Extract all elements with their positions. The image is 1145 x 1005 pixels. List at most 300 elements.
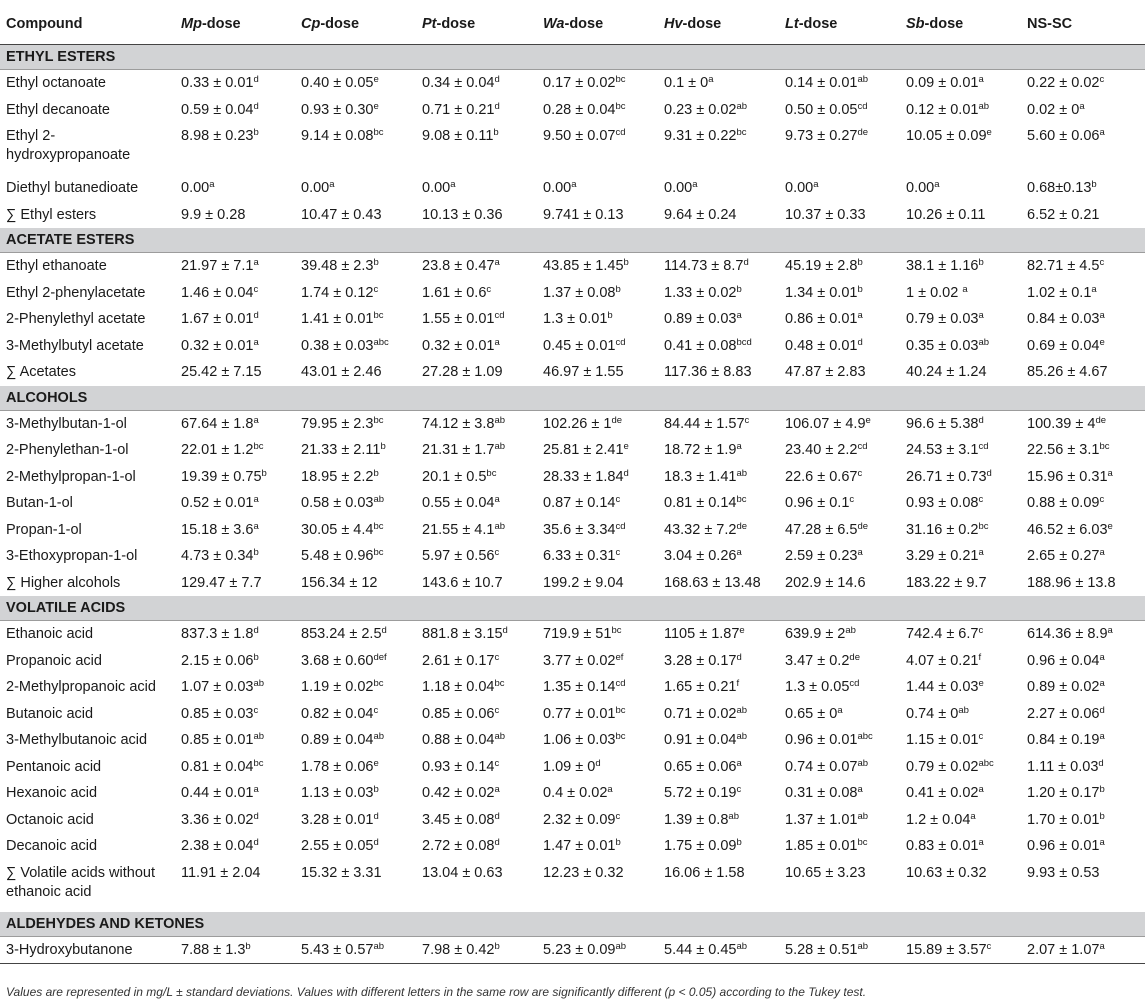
value-text: 43.85 ± 1.45 [543, 258, 624, 274]
compound-name: 3-Ethoxypropan-1-ol [6, 548, 138, 564]
significance-letter: d [986, 467, 992, 479]
table-row [0, 253, 1145, 280]
value-cell [658, 333, 779, 360]
significance-letter: d [595, 757, 601, 769]
table-row [0, 410, 1145, 437]
value-cell [900, 570, 1021, 597]
value-text: 23.40 ± 2.2 [785, 442, 858, 458]
significance-letter: ab [736, 940, 748, 952]
value-cell [537, 936, 658, 964]
value-cell [175, 359, 295, 386]
compound-name: Ethyl decanoate [6, 101, 110, 118]
value-text: 23.8 ± 0.47 [422, 258, 495, 274]
significance-letter: a [978, 784, 984, 795]
value-text: 15.32 ± 3.31 [301, 864, 382, 881]
column-header-ns-sc [1021, 4, 1145, 45]
significance-letter: bc [1099, 441, 1110, 452]
value-text: 0.40 ± 0.05 [301, 75, 374, 91]
value-cell [900, 833, 1021, 860]
table-row [0, 621, 1145, 648]
value-text: 7.88 ± 1.3 [181, 941, 246, 958]
value-text: 0.74 ± 0 [906, 705, 959, 722]
value-text: 0.81 ± 0.04 [181, 758, 254, 775]
value-text: 0.89 ± 0.03 [664, 311, 737, 327]
value-cell [658, 621, 779, 648]
significance-letter: b [623, 257, 629, 268]
value-text: 18.72 ± 1.9 [664, 442, 737, 458]
value-text: 1.06 ± 0.03 [543, 732, 616, 748]
significance-letter: c [1099, 257, 1105, 268]
value-text: 0.79 ± 0.03 [906, 311, 979, 327]
value-cell [416, 621, 537, 648]
significance-letter: d [494, 810, 500, 822]
significance-letter: c [736, 784, 742, 795]
value-cell [1021, 333, 1145, 360]
significance-letter: de [1095, 414, 1107, 426]
value-cell [658, 833, 779, 860]
significance-letter: cd [615, 336, 626, 348]
value-text: 15.18 ± 3.6 [181, 521, 254, 538]
table-row [0, 464, 1145, 491]
value-cell [900, 437, 1021, 464]
value-cell [537, 437, 658, 464]
value-cell [779, 517, 900, 544]
value-cell [416, 280, 537, 307]
value-cell [900, 517, 1021, 544]
column-header-text: NS-SC [1027, 16, 1073, 32]
value-cell [416, 648, 537, 675]
value-cell [416, 490, 537, 517]
significance-letter: a [253, 784, 259, 795]
value-text: 0.85 ± 0.06 [422, 705, 495, 722]
significance-letter: b [253, 127, 259, 138]
significance-letter: ab [845, 625, 856, 636]
value-text: 143.6 ± 10.7 [422, 574, 503, 591]
significance-letter: a [1099, 651, 1105, 663]
significance-letter: a [494, 257, 500, 268]
value-cell [295, 648, 416, 675]
value-text: 3.04 ± 0.26 [664, 548, 737, 564]
value-cell [175, 202, 295, 229]
value-text: 742.4 ± 6.7 [906, 626, 979, 642]
value-cell [537, 333, 658, 360]
value-text: 2.72 ± 0.08 [422, 838, 495, 854]
value-cell [779, 648, 900, 675]
significance-letter: b [1099, 784, 1105, 795]
significance-letter: c [615, 810, 621, 822]
value-text: 21.31 ± 1.7 [422, 442, 495, 458]
value-text: 0.84 ± 0.03 [1027, 311, 1100, 327]
value-cell [175, 306, 295, 333]
value-text: 12.23 ± 0.32 [543, 864, 624, 881]
column-header-sb-dose [900, 4, 1021, 45]
significance-letter: ab [736, 704, 748, 716]
section-title: ALCOHOLS [0, 386, 1145, 411]
value-text: 3.29 ± 0.21 [906, 548, 979, 564]
value-text: 0.71 ± 0.21 [422, 101, 495, 118]
value-text: 3.47 ± 0.2 [785, 652, 850, 669]
significance-letter: d [253, 837, 259, 848]
value-text: 881.8 ± 3.15 [422, 626, 503, 642]
value-text: 9.14 ± 0.08 [301, 128, 374, 144]
value-text: 837.3 ± 1.8 [181, 626, 254, 642]
value-text: 9.73 ± 0.27 [785, 128, 858, 144]
value-text: 9.50 ± 0.07 [543, 128, 616, 144]
significance-letter: e [373, 74, 379, 85]
value-text: 0.91 ± 0.04 [664, 732, 737, 748]
significance-letter: a [607, 784, 613, 795]
significance-letter: a [450, 179, 456, 190]
value-cell [900, 175, 1021, 202]
compound-name: Propanoic acid [6, 652, 102, 669]
value-cell [658, 123, 779, 175]
value-cell [416, 570, 537, 597]
value-cell [175, 674, 295, 701]
value-text: 25.81 ± 2.41 [543, 442, 624, 458]
significance-letter: b [493, 127, 499, 138]
compound-name: Ethyl 2-phenylacetate [6, 284, 146, 301]
value-text: 0.28 ± 0.04 [543, 101, 616, 118]
table-footnote: Values are represented in mg/L ± standard deviations. Values with different letters in the same row are significantly different (p < 0.05) according to the Tukey test. [6, 985, 867, 999]
column-header-lt-dose [779, 4, 900, 45]
value-text: 0.41 ± 0.02 [906, 785, 979, 801]
compound-name: 3-Methylbutanoic acid [6, 732, 148, 748]
significance-letter: bcd [736, 336, 752, 348]
value-cell [658, 860, 779, 912]
value-cell [1021, 97, 1145, 124]
table-row [0, 570, 1145, 597]
value-cell [416, 701, 537, 728]
significance-letter: b [494, 940, 500, 952]
value-text: 1.07 ± 0.03 [181, 679, 254, 695]
value-text: 26.71 ± 0.73 [906, 468, 987, 485]
value-text: 15.89 ± 3.57 [906, 941, 987, 958]
value-text: 0.96 ± 0.01 [785, 732, 858, 748]
significance-letter: bc [373, 520, 384, 532]
value-text: 28.33 ± 1.84 [543, 468, 624, 485]
significance-letter: b [245, 940, 251, 952]
value-cell [1021, 936, 1145, 964]
value-cell [900, 780, 1021, 807]
significance-letter: cd [849, 678, 860, 689]
value-text: 40.24 ± 1.24 [906, 364, 987, 380]
value-text: 0.38 ± 0.03 [301, 337, 374, 354]
significance-letter: a [1099, 731, 1105, 742]
value-text: 0.42 ± 0.02 [422, 785, 495, 801]
significance-letter: a [978, 310, 984, 321]
value-text: 85.26 ± 4.67 [1027, 364, 1108, 380]
significance-letter: e [1099, 336, 1105, 348]
value-cell [295, 621, 416, 648]
compound-name: ∑ Higher alcohols [6, 574, 121, 591]
compound-name: Decanoic acid [6, 838, 98, 854]
significance-letter: c [978, 731, 984, 742]
significance-letter: ef [615, 651, 624, 663]
value-cell [779, 123, 900, 175]
value-text: 67.64 ± 1.8 [181, 415, 254, 432]
value-cell [658, 936, 779, 964]
significance-letter: b [978, 257, 984, 268]
value-text: 10.37 ± 0.33 [785, 206, 866, 223]
value-cell [779, 70, 900, 97]
significance-letter: c [978, 625, 984, 636]
value-text: 5.23 ± 0.09 [543, 941, 616, 958]
significance-letter: c [744, 414, 750, 426]
significance-letter: abc [373, 336, 389, 348]
value-text: 9.9 ± 0.28 [181, 206, 246, 223]
value-cell [295, 780, 416, 807]
value-cell [779, 410, 900, 437]
value-text: 0.81 ± 0.14 [664, 495, 737, 511]
significance-letter: b [857, 257, 863, 268]
value-text: 6.52 ± 0.21 [1027, 206, 1100, 223]
value-text: 0.85 ± 0.01 [181, 732, 254, 748]
significance-letter: bc [857, 837, 868, 848]
value-text: 2.15 ± 0.06 [181, 652, 254, 669]
value-cell [416, 306, 537, 333]
value-text: 0.96 ± 0.1 [785, 495, 850, 511]
value-text: 0.1 ± 0 [664, 75, 709, 91]
significance-letter: d [623, 467, 629, 479]
significance-letter: ab [494, 414, 506, 426]
value-text: 79.95 ± 2.3 [301, 415, 374, 432]
table-row [0, 280, 1145, 307]
value-text: 5.97 ± 0.56 [422, 548, 495, 564]
value-cell [175, 437, 295, 464]
significance-letter: d [253, 74, 259, 85]
value-text: 43.01 ± 2.46 [301, 364, 382, 380]
compound-name: 3-Methylbutan-1-ol [6, 415, 127, 432]
value-text: 9.64 ± 0.24 [664, 206, 737, 223]
significance-letter: a [813, 179, 819, 190]
value-text: 0.96 ± 0.04 [1027, 652, 1100, 669]
significance-letter: b [253, 651, 259, 663]
significance-letter: b [253, 547, 259, 558]
value-text: 5.28 ± 0.51 [785, 941, 858, 958]
value-cell [658, 727, 779, 754]
significance-letter: a [209, 179, 215, 190]
value-text: 27.28 ± 1.09 [422, 364, 503, 380]
significance-letter: c [253, 704, 259, 716]
value-cell [779, 202, 900, 229]
table-row [0, 97, 1145, 124]
value-text: 0.4 ± 0.02 [543, 785, 608, 801]
value-cell [537, 807, 658, 834]
section-header-row [0, 596, 1145, 621]
value-text: 0.00 [301, 180, 330, 196]
value-text: 0.02 ± 0 [1027, 101, 1080, 118]
significance-letter: a [253, 257, 259, 268]
significance-letter: c [615, 494, 621, 505]
value-cell [175, 517, 295, 544]
value-cell [537, 517, 658, 544]
value-cell [779, 833, 900, 860]
value-cell [537, 701, 658, 728]
value-text: 183.22 ± 9.7 [906, 574, 987, 591]
value-cell [658, 70, 779, 97]
value-text: 1.70 ± 0.01 [1027, 811, 1100, 828]
significance-letter: d [253, 810, 259, 822]
value-text: 9.31 ± 0.22 [664, 128, 737, 144]
significance-letter: b [736, 283, 742, 295]
value-cell [295, 306, 416, 333]
value-cell [779, 437, 900, 464]
significance-letter: a [857, 547, 863, 558]
value-cell [658, 410, 779, 437]
value-text: 10.47 ± 0.43 [301, 206, 382, 223]
value-cell [779, 860, 900, 912]
significance-letter: e [623, 441, 629, 452]
significance-letter: ab [494, 731, 506, 742]
value-text: 0.00 [422, 180, 451, 196]
compound-name: Ethanoic acid [6, 626, 94, 642]
value-text: 0.00 [664, 180, 693, 196]
value-text: 22.6 ± 0.67 [785, 468, 858, 485]
value-text: 1.15 ± 0.01 [906, 732, 979, 748]
compound-name: Octanoic acid [6, 811, 94, 828]
value-cell [779, 621, 900, 648]
value-cell [416, 359, 537, 386]
value-text: 0.33 ± 0.01 [181, 75, 254, 91]
value-text: 20.1 ± 0.5 [422, 468, 487, 485]
value-cell [175, 727, 295, 754]
value-text: 0.69 ± 0.04 [1027, 337, 1100, 354]
significance-letter: a [1107, 467, 1113, 479]
table-body [0, 45, 1145, 964]
significance-letter: a [978, 837, 984, 848]
value-text: 1.2 ± 0.04 [906, 811, 971, 828]
significance-letter: a [494, 494, 500, 505]
value-text: 1.75 ± 0.09 [664, 838, 737, 854]
value-cell [295, 570, 416, 597]
table-row [0, 860, 1145, 912]
value-cell [175, 175, 295, 202]
value-text: 1.78 ± 0.06 [301, 758, 374, 775]
section-title: ACETATE ESTERS [0, 228, 1145, 253]
value-cell [1021, 175, 1145, 202]
value-text: 3.28 ± 0.01 [301, 811, 374, 828]
value-text: 0.32 ± 0.01 [422, 337, 495, 354]
compound-name: 3-Methylbutyl acetate [6, 337, 144, 354]
significance-letter: e [739, 625, 745, 636]
value-cell [1021, 543, 1145, 570]
value-cell [416, 674, 537, 701]
significance-letter: cd [978, 441, 989, 452]
significance-letter: c [1099, 74, 1105, 85]
value-cell [416, 727, 537, 754]
value-cell [295, 202, 416, 229]
table-row [0, 70, 1145, 97]
value-cell [295, 333, 416, 360]
value-cell [175, 780, 295, 807]
value-cell [658, 701, 779, 728]
value-cell [1021, 253, 1145, 280]
column-header-text: -dose [798, 16, 838, 32]
value-text: 1.41 ± 0.01 [301, 311, 374, 327]
value-cell [537, 97, 658, 124]
significance-letter: a [978, 74, 984, 85]
value-text: 1.37 ± 1.01 [785, 811, 858, 828]
value-cell [416, 202, 537, 229]
value-text: 21.55 ± 4.1 [422, 521, 495, 538]
significance-letter: b [607, 310, 613, 321]
significance-letter: bc [736, 494, 747, 505]
value-cell [900, 359, 1021, 386]
significance-letter: a [1099, 127, 1105, 138]
value-text: 9.08 ± 0.11 [422, 128, 494, 144]
value-text: 1 ± 0.02 [906, 284, 963, 301]
significance-letter: a [692, 179, 698, 190]
value-cell [295, 543, 416, 570]
value-cell [537, 464, 658, 491]
significance-letter: b [380, 441, 386, 452]
significance-letter: c [1099, 494, 1105, 505]
significance-letter: ab [958, 704, 969, 716]
value-cell [1021, 410, 1145, 437]
value-text: 10.26 ± 0.11 [906, 206, 986, 223]
value-cell [1021, 202, 1145, 229]
value-cell [537, 253, 658, 280]
significance-letter: de [611, 414, 623, 426]
column-header-text: -dose [682, 16, 722, 32]
value-cell [175, 464, 295, 491]
significance-letter: cd [857, 100, 868, 112]
value-text: 10.05 ± 0.09 [906, 128, 987, 144]
value-cell [295, 253, 416, 280]
column-header-hv-dose [658, 4, 779, 45]
value-text: 0.41 ± 0.08 [664, 337, 737, 354]
significance-letter: bc [373, 127, 384, 138]
value-cell [658, 97, 779, 124]
significance-letter: ab [494, 441, 506, 452]
table-row [0, 780, 1145, 807]
value-text: 3.28 ± 0.17 [664, 652, 737, 669]
significance-letter: ab [373, 940, 385, 952]
significance-letter: c [849, 494, 855, 505]
compound-name: Butanoic acid [6, 705, 94, 722]
value-cell [416, 70, 537, 97]
column-header-italic: Wa [543, 16, 565, 32]
significance-letter: c [494, 757, 500, 769]
value-text: 24.53 ± 3.1 [906, 442, 979, 458]
significance-letter: a [329, 179, 335, 190]
value-text: 0.09 ± 0.01 [906, 75, 979, 91]
value-text: 0.65 ± 0.06 [664, 758, 737, 775]
table-row [0, 306, 1145, 333]
column-header-italic: Lt [785, 16, 799, 32]
significance-letter: ab [373, 731, 385, 742]
value-cell [295, 70, 416, 97]
table-row [0, 437, 1145, 464]
column-header-pt-dose [416, 4, 537, 45]
significance-letter: bc [611, 625, 622, 636]
significance-letter: e [978, 678, 984, 689]
value-cell [900, 97, 1021, 124]
significance-letter: b [1091, 179, 1097, 190]
column-header-italic: Pt [422, 16, 437, 32]
value-cell [658, 202, 779, 229]
significance-letter: a [1107, 625, 1113, 636]
significance-letter: a [736, 441, 742, 452]
value-cell [779, 701, 900, 728]
value-cell [295, 123, 416, 175]
significance-letter: ab [494, 520, 506, 532]
significance-letter: b [615, 837, 621, 848]
value-cell [295, 437, 416, 464]
value-text: 2.59 ± 0.23 [785, 548, 858, 564]
value-text: 96.6 ± 5.38 [906, 415, 979, 432]
value-text: 21.33 ± 2.11 [301, 442, 381, 458]
